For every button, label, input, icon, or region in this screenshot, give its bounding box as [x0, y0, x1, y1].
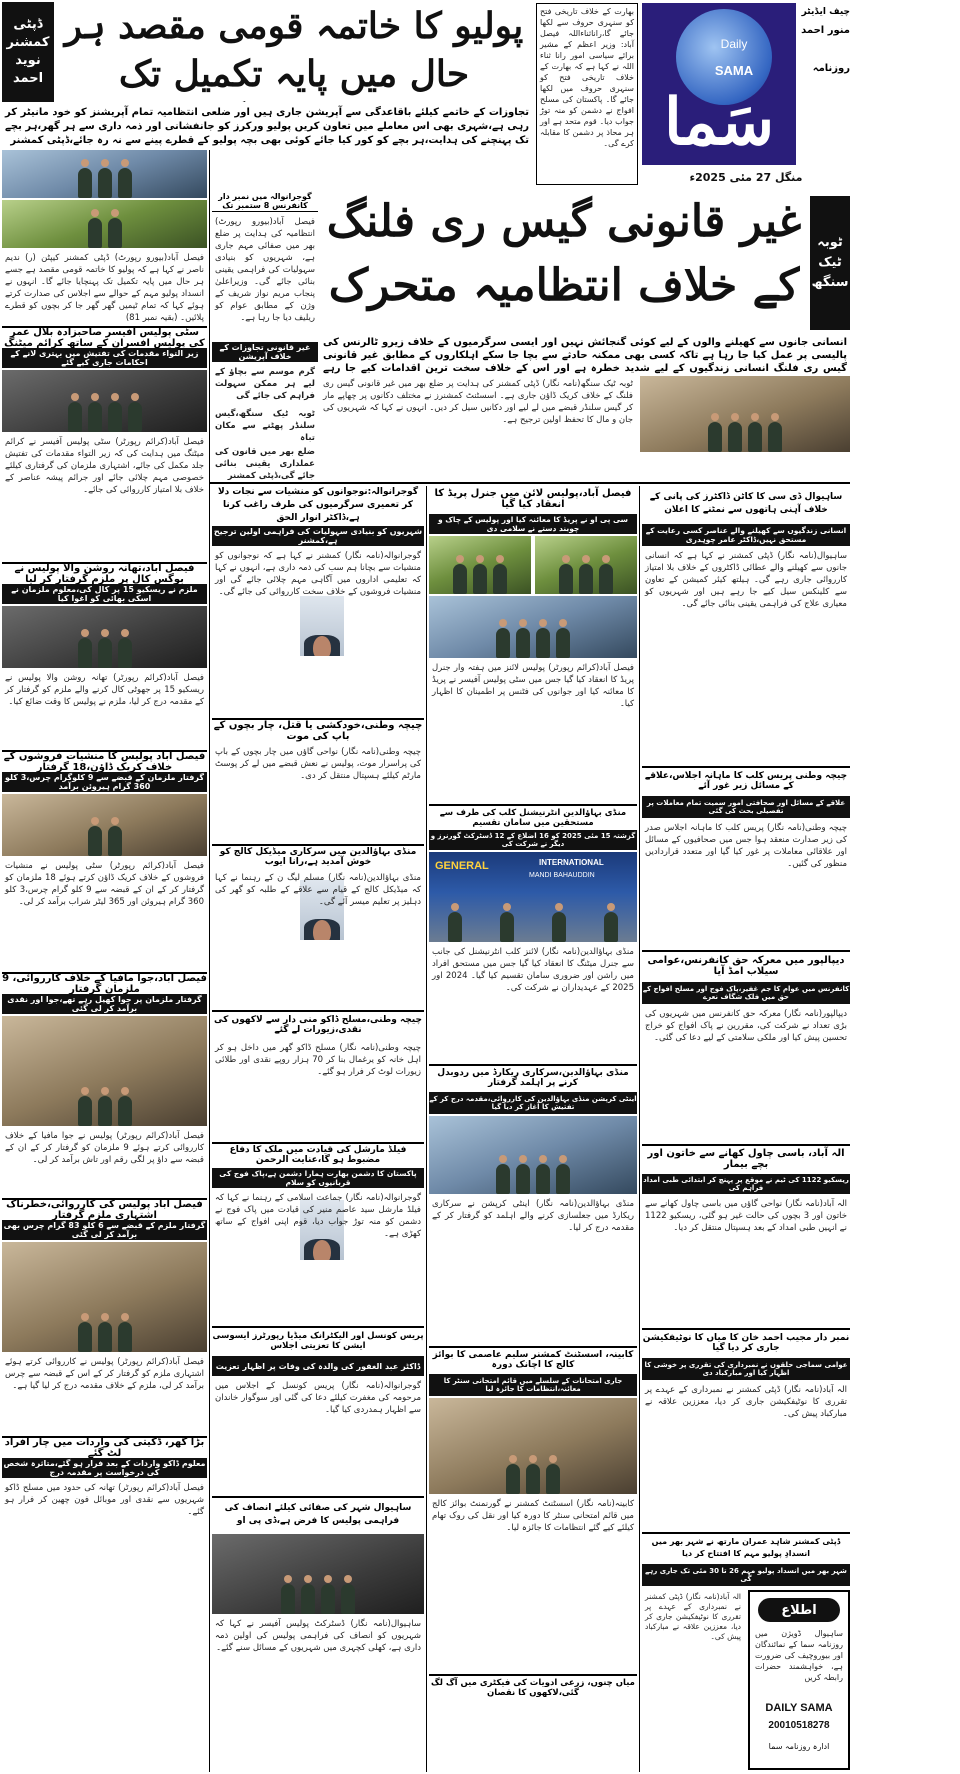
person-icon	[546, 1464, 560, 1494]
mid-headline-a: گرم موسم سے بچاؤ کے لیے ہر ممکن سہولت فراہم کی جائے گی	[215, 367, 315, 401]
logo-panel	[642, 3, 796, 165]
col-divider	[639, 486, 640, 1772]
left-headline-4: فیصل آباد پولیس کا منشیات فروشوں کے خلاف کریک ڈاؤن،18 گرفتار	[3, 751, 206, 772]
right-headline-3: دیپالپور میں معرکہ حق کانفرنس،عوامی سیلاب امڈ آیا	[642, 950, 850, 980]
notice-title: اطلاع	[758, 1598, 840, 1622]
midright-headline-1: فیصل آباد،پولیس لائن میں جنرل پریڈ کا انعقاد کیا گیا	[429, 486, 637, 512]
left-article-3: فیصل آباد(کرائم رپورٹر) تھانہ روشن والا پولیس نے ریسکیو 15 پر جھوٹی کال کرنے والے ملزم کو گرفتار کر کے مقدمہ درج کر لیا، ملزم نے پولیس کا وقت ضائع کیا۔	[5, 673, 205, 707]
notice-footer: ادارہ روزنامہ سما	[768, 1742, 830, 1751]
center-article-6: گوجرانوالہ(نامہ نگار) پریس کونسل کے اجلاس میں مرحومہ کی مغفرت کیلئے دعا کی گئی اور سوگوار خاندان سے اظہار ہمدردی کیا گیا۔	[215, 1381, 421, 1415]
center-article-7: ساہیوال(نامہ نگار) ڈسٹرکٹ پولیس آفیسر نے کہا کہ شہریوں کو انصاف کی فراہمی پولیس کی اولین ذمہ داری ہے، کھلی کچہری میں شہریوں کے مسائل سنے گئے۔	[215, 1619, 421, 1653]
right-headline-6: ڈپٹی کمشنر شاہد عمران مارتھ نے شہر بھر میں انسدادِ پولیو مہم کا افتتاح کر دیا	[642, 1532, 850, 1562]
person-icon	[579, 564, 593, 594]
right-article-1: ساہیوال(نامہ نگار) ڈپٹی کمشنر نے کہا ہے کہ انسانی جانوں سے کھیلنے والے عطائی ڈاکٹروں کے خلاف بلا امتیاز کارروائی جاری رہے گی۔ ہیلتھ کیئر کمیشن کے تعاون سے کلینکس سیل کیے جا رہے ہیں اور شہریوں کو معیاری علاج کی فراہمی یقینی بنائی جائے گی۔	[645, 551, 847, 609]
center-headline-1b: شہریوں کو بنیادی سہولیات کی فراہمی اولین ترجیح ہے،کمشنر	[213, 527, 423, 545]
person-icon	[78, 638, 92, 668]
person-icon	[108, 826, 122, 856]
midright-headline-3b: اینٹی کرپشن منڈی بہاؤالدین کی کارروائی،مقدمہ درج کر کے تفتیش کا آغاز کر دیا گیا	[429, 1092, 637, 1114]
person-icon	[301, 1584, 315, 1614]
lions-event-photo	[429, 852, 637, 942]
right-headline-4: الہ آباد، باسی چاول کھانے سے خاتون اور بچے بیمار	[642, 1144, 850, 1172]
left-headline-6: فیصل آباد پولیس کی کارروائی،خطرناک اشتہاری ملزم گرفتار	[2, 1198, 207, 1220]
person-icon	[98, 638, 112, 668]
person-icon	[599, 564, 613, 594]
person-icon	[88, 402, 102, 432]
left-article-7: فیصل آباد(کرائم رپورٹر) تھانہ کی حدود میں مسلح ڈاکو شہریوں سے نقدی اور موبائل فون چھین کر فرار ہو گئے۔	[5, 1483, 204, 1517]
col-divider	[426, 486, 427, 1772]
right-headline-5b: عوامی سماجی حلقوں نے نمبرداری کی تقرری پر خوشی کا اظہار کیا اور مبارکباد دی	[642, 1358, 850, 1380]
person-icon	[516, 1164, 530, 1194]
person-icon	[118, 168, 132, 198]
left-article-4: فیصل آباد(کرائم رپورٹر) سٹی پولیس نے منشیات فروشوں کے خلاف کریک ڈاؤن کرتے ہوئے 18 ملزمان کو گرفتار کر کے ان کے قبضہ سے 9 کلو گرام چرس،3 کلو 360 گرام ہیروئن اور 365 لیٹر شراب برآمد کر لی۔	[5, 861, 204, 907]
lead-bottom-rule	[210, 482, 850, 484]
person-icon	[88, 218, 102, 248]
person-icon	[496, 1164, 510, 1194]
left-headline-2b: زیر التواء مقدمات کی تفتیش میں بہتری لانے کے احکامات جاری کیے گئے	[2, 348, 207, 368]
mid-headline-b: ٹوبہ ٹیک سنگھ،گیس سلنڈر پھٹنے سے مکان تباہ	[215, 409, 315, 442]
midright-headline-4: کابینہ، اسسٹنٹ کمشنر سلیم عاصمی کا بوائز کالج کا اچانک دورہ	[429, 1346, 637, 1372]
left-headline-3b: ملزم نے ریسکیو 15 پر کال کی،معلوم ملزمان نے اسکی بھائی کو اغوا کیا	[2, 584, 207, 604]
banner-international: INTERNATIONAL	[539, 858, 604, 867]
masthead-logo-block	[642, 3, 850, 165]
midright-headline-2b: گزشتہ 15 مئی 2025 کو 16 اضلاع کے 12 ڈسٹرکٹ گورنرز و دیگر نے شرکت کی	[430, 832, 636, 848]
banner-general: GENERAL	[435, 860, 489, 872]
left-article-6: فیصل آباد(کرائم رپورٹر) پولیس نے کارروائی کرتے ہوئے اشتہاری ملزم کو گرفتار کر کے اس کے قبضہ سے چرس برآمد کر لی، ملزم کے خلاف مقدمہ درج کر لیا گیا ہے۔	[5, 1357, 204, 1391]
editor-label: چیف ایڈیٹر	[801, 7, 850, 17]
right-article-4: الہ آباد(نامہ نگار) نواحی گاؤں میں باسی چاول کھانے سے خاتون اور 3 بچوں کی حالت غیر ہو گئی، ریسکیو 1122 نے انہیں طبی امداد کے بعد ہسپتال منتقل کر دیا۔	[645, 1199, 847, 1233]
person-icon	[118, 638, 132, 668]
person-icon	[526, 1464, 540, 1494]
person-icon	[473, 564, 487, 594]
center-headline-2: چیچہ وطنی،خودکشی یا قتل، چار بچوں کے باپ کی موت	[213, 720, 423, 742]
midright-headline-3: منڈی بہاؤالدین،سرکاری ریکارڈ میں ردوبدل کرنے پر اہلمد گرفتار	[429, 1064, 637, 1090]
col-divider	[209, 150, 210, 1772]
person-icon	[728, 422, 742, 452]
lead-article: ٹوبہ ٹیک سنگھ(نامہ نگار) ڈپٹی کمشنر کی ہدایت پر ضلع بھر میں غیر قانونی گیس ری فلنگ کے خلاف کریک ڈاؤن جاری ہے۔ اسسٹنٹ کمشنرز نے مختلف دکانوں پر چھاپے مار کر گیس سلنڈر قبضے میں لے لیے اور دکانیں سیل کر دیں۔ انہوں نے کہا کہ شہریوں کی جان و مال کا تحفظ اولین ترجیح ہے۔	[323, 379, 633, 425]
banner-mandi: MANDI BAHAUDDIN	[529, 872, 595, 879]
person-icon	[604, 912, 618, 942]
left-headline-5b: گرفتار ملزمان پر جوا کھیل رہے تھے،جوا اور نقدی برآمد کر لی گئی	[2, 994, 207, 1014]
left-photo-2	[2, 606, 207, 668]
right-headline-6b: شہر بھر میں انسداد پولیو مہم 26 تا 30 مئی تک جاری رہے گی	[642, 1564, 850, 1586]
midright-headline-5: میاں چنوں، زرعی ادویات کی فیکٹری میں آگ لگ گئی،لاکھوں کا نقصان	[429, 1674, 637, 1700]
parade-photo-1	[429, 536, 531, 594]
mid-column-text: فیصل آباد(بیورو رپورٹ) انتظامیہ کی ہدایت پر ضلع بھر میں صفائی مہم جاری ہے، شہریوں کو بنیادی سہولیات کی فراہمی یقینی بنائی جائے گی۔ وزیراعلیٰ پنجاب مریم نواز شریف کے وژن کے مطابق عوام کو ریلیف دیا جا رہا ہے۔	[215, 217, 315, 323]
person-icon	[556, 1164, 570, 1194]
person-icon	[281, 1584, 295, 1614]
person-icon	[108, 218, 122, 248]
person-icon	[78, 168, 92, 198]
top-photo-2	[2, 200, 207, 248]
midright-photo-3	[429, 1398, 637, 1494]
midright-headline-1b: سی پی او نے پریڈ کا معائنہ کیا اور پولیس کے چاک و چوبند دستے نے سلامی دی	[429, 514, 637, 534]
center-article-3: منڈی بہاؤالدین(نامہ نگار) مسلم لیگ ن کے رہنما نے کہا کہ میڈیکل کالج کے قیام سے علاقے کے طلبہ کو گھر کی دہلیز پر تعلیم میسر آئے گی۔	[215, 873, 421, 907]
lead-photo-1	[640, 376, 850, 452]
person-icon	[78, 1096, 92, 1126]
brand-urdu: سَما	[663, 85, 775, 160]
midright-headline-4b: جاری امتحانات کے سلسلے میں قائم امتحانی سنٹر کا معائنہ،انتظامات کا جائزہ لیا	[429, 1374, 637, 1396]
person-icon	[108, 402, 122, 432]
parade-photo-3	[429, 596, 637, 658]
center-headline-3: منڈی بہاؤالدین میں سرکاری میڈیکل کالج کو خوش آمدید ہے،رانا ایوب	[212, 844, 424, 868]
left-headline-4b: گرفتار ملزمان کے قبضے سے 9 کلوگرام چرس،3 کلو 360 گرام ہیروئن برآمد	[2, 772, 207, 792]
left-headline-6b: گرفتار ملزم کے قبضے سے 6 کلو 83 گرام چرس بھی برآمد کر لی گئی	[3, 1221, 206, 1239]
person-icon	[68, 402, 82, 432]
center-headline-7: ساہیوال شہر کی صفائی کیلئے انصاف کی فراہمی پولیس کا فرض ہے،ڈی پی او	[212, 1496, 424, 1532]
top-headline: پولیو کا خاتمہ قومی مقصد ہر حال میں پایہ تکمیل تک	[64, 5, 524, 95]
left-headline-2: سٹی پولیس آفیسر صاحبزادہ بلال عمر کی پولیس افسران کے ساتھ کرائم میٹنگ	[2, 326, 207, 348]
editor-name: منور احمد	[801, 25, 850, 36]
right-article-2: چیچہ وطنی(نامہ نگار) پریس کلب کا ماہانہ اجلاس صدر کی زیر صدارت منعقد ہوا جس میں صحافیوں کے مسائل اور علاقائی معاملات پر غور کیا گیا اور متعدد قراردادیں منظور کی گئیں۔	[645, 823, 847, 869]
person-icon	[98, 168, 112, 198]
roznama-label: روزنامہ	[812, 63, 850, 74]
left-photo-4	[2, 1016, 207, 1126]
top-photo-1	[2, 150, 207, 198]
midright-photo-2	[429, 1116, 637, 1194]
center-headline-1: گوجرانوالہ:نوجوانوں کو منشیات سے نجات دلا کر تعمیری سرگرمیوں کی طرف راغب کرنا ہے،ڈاکٹر انوار الحق	[212, 486, 424, 524]
person-icon	[500, 912, 514, 942]
issue-date: منگل 27 مئی 2025ء	[689, 171, 803, 184]
center-headline-5: فیلڈ مارشل کی قیادت میں ملک کا دفاع مضبوط ہو گا،عنایت الرحمن	[212, 1142, 424, 1166]
center-article-1: گوجرانوالہ(نامہ نگار) کمشنر نے کہا ہے کہ نوجوانوں کو منشیات سے بچانا ہم سب کی ذمہ داری ہے، انہوں نے کہا کہ تعلیمی اداروں میں آگاہی مہم چلائی جائے گی اور منشیات فروشوں کے خلاف سخت کارروائی کی جائے گی۔	[215, 551, 421, 597]
left-photo-5	[2, 1242, 207, 1352]
midright-article-1: فیصل آباد(کرائم رپورٹر) پولیس لائنز میں ہفتہ وار جنرل پریڈ کا انعقاد کیا گیا جس میں سٹی پولیس آفیسر نے پریڈ کا معائنہ کیا اور جوانوں کی فٹنس پر اطمینان کا اظہار کیا۔	[432, 663, 634, 709]
person-icon	[98, 1322, 112, 1352]
left-headline-5: فیصل آباد،جوا مافیا کے خلاف کارروائی، 9 ملزمان گرفتار	[2, 973, 207, 994]
right-headline-5: نمبر دار مجیب احمد خان کا میاں کا نوٹیفکیشن جاری کر دیا گیا	[642, 1328, 850, 1356]
notice-phone: 20010518278	[768, 1720, 830, 1731]
person-icon	[536, 628, 550, 658]
parade-photo-2	[535, 536, 637, 594]
left-photo-meeting	[2, 370, 207, 432]
center-headline-5b: پاکستان کا دشمن بھارت ہمارا دشمن ہے،پاک فوج کی قربانیوں کو سلام	[212, 1168, 424, 1188]
left-headline-7: بڑا گھر، ڈکیتی کی واردات میں چار افراد لٹ گئے	[2, 1436, 207, 1458]
person-icon	[768, 422, 782, 452]
person-icon	[128, 402, 142, 432]
left-headline-3: فیصل آباد،تھانہ روشن والا پولیس نے بوگس کال پر ملزم گرفتار کر لیا	[2, 562, 207, 584]
center-headline-4: چیچہ وطنی،مسلح ڈاکو منی دار سے لاکھوں کی نقدی،زیورات لے گئے	[212, 1010, 424, 1038]
midright-headline-2: منڈی بہاؤالدین انٹرنیشنل کلب کی طرف سے مستحقین میں سامان تقسیم	[429, 804, 637, 828]
mid-headline-c: ضلع بھر میں قانون کی عملداری یقینی بنائی جائے گی،ڈپٹی کمشنر	[215, 447, 315, 480]
top-headline-side: ڈپٹی کمشنر نوید احمد	[2, 2, 54, 102]
top-intro: تجاوزات کے خاتمے کیلئے باقاعدگی سے آپریشن جاری ہیں اور ضلعی انتظامیہ تمام آپریشنز کو خود مانیٹر کر رہی ہے،شہری بھی اس معاملے میں تعاون کریں پولیو ورکرز کو جانفشانی اور ذمہ داری سے ہر گھر،ہر بچے تک پہنچنے کی ہدایت،ہر بچے کو کور کیا جائے کوئی بھی بچہ پولیو کے قطرے پینے سے نہ رہ جائے،ڈپٹی کمشنر	[5, 107, 529, 146]
right-headline-3b: کانفرنس میں عوام کا جم غفیر،پاک فوج اور مسلح افواج کے حق میں فلک شگاف نعرے	[642, 982, 850, 1004]
person-icon	[556, 628, 570, 658]
brand-sama: SAMA	[714, 63, 754, 78]
person-icon	[506, 1464, 520, 1494]
person-icon	[118, 1322, 132, 1352]
midright-article-2: منڈی بہاؤالدین(نامہ نگار) لائنز کلب انٹرنیشنل کی جانب سے جنرل میٹنگ کا انعقاد کیا گیا جس میں مستحق افراد میں راشن اور ضروری سامان تقسیم کیا گیا۔ 2024 اور 2025 کے عہدیداران نے شرکت کی۔	[432, 947, 634, 993]
person-icon	[321, 1584, 335, 1614]
person-icon	[559, 564, 573, 594]
mid-box-headline: غیر قانونی تجاوزات کے خلاف آپریشن	[212, 342, 318, 362]
person-icon	[496, 628, 510, 658]
left-headline-7b: معلوم ڈاکو واردات کے بعد فرار ہو گئے،متاثرہ شخص کی درخواست پر مقدمہ درج	[3, 1459, 206, 1477]
midright-article-4: کابینہ(نامہ نگار) اسسٹنٹ کمشنر نے گورنمنٹ بوائز کالج میں قائم امتحانی سنٹر کا دورہ کیا اور نقل کی روک تھام کیلئے کیے گئے انتظامات کا جائزہ لیا۔	[432, 1499, 634, 1533]
center-article-5: گوجرانوالہ(نامہ نگار) جماعت اسلامی کے رہنما نے کہا کہ فیلڈ مارشل سید عاصم منیر کی قیادت میں پاک فوج نے دشمن کو منہ توڑ جواب دیا، قوم اپنی افواج کے ساتھ کھڑی ہے۔	[215, 1193, 421, 1239]
person-icon	[708, 422, 722, 452]
lead-headline: غیر قانونی گیس ری فلنگ کے خلاف انتظامیہ متحرک	[326, 196, 802, 311]
center-article-2: چیچہ وطنی(نامہ نگار) نواحی گاؤں میں چار بچوں کے باپ کی پراسرار موت، پولیس نے نعش قبضے میں لے کر پوسٹ مارٹم کیلئے ہسپتال منتقل کر دی۔	[215, 747, 421, 781]
brand-daily: Daily	[720, 37, 748, 51]
right-headline-1: ساہیوال ڈی سی کا کاٹن ڈاکٹرز کی پانی کے خلاف آہنی ہاتھوں سے نمٹنے کا اعلان	[642, 486, 850, 522]
notice-text: ساہیوال ڈویژن میں روزنامہ سما کے نمائندگان اور بیوروچیف کی ضرورت ہے، خواہشمند حضرات رابطہ کریں	[755, 1629, 843, 1682]
person-icon	[88, 826, 102, 856]
right-article-5: الہ آباد(نامہ نگار) ڈپٹی کمشنر نے نمبرداری کے عہدے پر تقرری کا نوٹیفکیشن جاری کر دیا، معززین علاقہ نے مبارکباد پیش کی۔	[645, 1385, 847, 1419]
center-photo	[212, 1534, 424, 1614]
person-icon	[552, 912, 566, 942]
right-article-3: دیپالپور(نامہ نگار) معرکہ حق کانفرنس میں شہریوں کی بڑی تعداد نے شرکت کی، مقررین نے پاک افواج کو خراج تحسین پیش کیا اور ملکی سلامتی کے لیے دعا کی گئی۔	[645, 1009, 847, 1043]
person-icon	[453, 564, 467, 594]
right-headline-1b: انسانی زندگیوں سے کھیلنے والے عناصر کسی رعایت کے مستحق نہیں،ڈاکٹر عامر چوہدری	[642, 524, 850, 546]
right-headline-2b: علاقے کے مسائل اور صحافتی امور سمیت تمام معاملات پر تفصیلی بحث کی گئی	[642, 796, 850, 818]
person-icon	[98, 1096, 112, 1126]
mid-column-headline: گوجرانوالہ میں نمبر دار کانفرنس 8 ستمبر تک	[212, 190, 318, 212]
notice-brand: DAILY SAMA	[765, 1702, 833, 1714]
left-article-2: فیصل آباد(کرائم رپورٹر) سٹی پولیس آفیسر نے کرائم میٹنگ میں ہدایت کی کہ زیر التواء مقدمات کی تفتیش جلد مکمل کی جائے، اشتہاری ملزمان کی گرفتاری کیلئے خصوصی مہم چلائی جائے اور جرائم پیشہ عناصر کے خلاف بلا امتیاز کارروائی کی جائے۔	[5, 437, 204, 495]
midright-article-3: منڈی بہاؤالدین(نامہ نگار) اینٹی کرپشن نے سرکاری ریکارڈ میں جعلسازی کرنے والے اہلمد کو گرفتار کر کے مقدمہ درج کر لیا۔	[432, 1199, 634, 1233]
person-icon	[118, 1096, 132, 1126]
person-icon	[536, 1164, 550, 1194]
center-headline-6b: ڈاکٹر عبد الغفور کی والدہ کی وفات پر اظہار تعزیت	[212, 1356, 424, 1376]
left-article-5: فیصل آباد(کرائم رپورٹر) پولیس نے جوا مافیا کے خلاف کارروائی کرتے ہوئے 9 ملزمان کو گرفتار کر کے ان کے قبضہ سے داؤ پر لگی رقم اور تاش برآمد کر لی۔	[5, 1131, 204, 1165]
person-icon	[748, 422, 762, 452]
person-icon	[516, 628, 530, 658]
person-icon	[78, 1322, 92, 1352]
lead-kicker: ٹوبہ ٹیک سنگھ	[810, 196, 850, 330]
person-icon	[493, 564, 507, 594]
person-icon	[448, 912, 462, 942]
top-sidebar-article: بھارت کے خلاف تاریخی فتح کو سنہری حروف سے لکھا جائے گا،راناثناءاللہ فیصل آباد: وزیر اعظم کے مشیر برائے سیاسی امور رانا ثناء اللہ نے کہا ہے کہ بھارت کے خلاف تاریخی فتح کو سنہری حروف میں لکھا جائے گا۔ پاکستان کی مسلح افواج نے دشمن کو منہ توڑ جواب دیا۔ قوم متحد ہے اور ہر محاذ پر دشمن کا مقابلہ کرے گی۔	[536, 3, 638, 185]
right-headline-2: چیچہ وطنی پریس کلب کا ماہانہ اجلاس،علاقے کے مسائل زیر غور آئے	[642, 766, 850, 794]
left-photo-3	[2, 794, 207, 856]
left-article-1: فیصل آباد(بیورو رپورٹ) ڈپٹی کمشنر کیپٹن (ر) ندیم ناصر نے کہا ہے کہ پولیو کا خاتمہ قومی مقصد ہے جسے ہر حال میں پایہ تکمیل تک پہنچایا جائے گا۔ انہوں نے انسداد پولیو مہم کے حوالے سے اجلاس کی صدارت کرتے ہوئے کہا کہ تمام ٹیمیں گھر گھر جا کر بچوں کو قطرے پلائیں۔ (بقیہ نمبر 81)	[5, 253, 204, 323]
person-icon	[341, 1584, 355, 1614]
center-headline-6: پریس کونسل اور الیکٹرانک میڈیا رپورٹرز ایسوسی ایشن کا تعزیتی اجلاس	[212, 1326, 424, 1354]
right-headline-4b: ریسکیو 1122 کی ٹیم نے موقع پر پہنچ کر ابتدائی طبی امداد فراہم کی	[643, 1176, 849, 1192]
right-article-6-body: الہ آباد(نامہ نگار) ڈپٹی کمشنر نے نمبرداری کے عہدے پر تقرری کا نوٹیفکیشن جاری کر دیا، معززین علاقہ نے مبارکباد پیش کی۔	[645, 1592, 741, 1641]
center-article-4: چیچہ وطنی(نامہ نگار) مسلح ڈاکو گھر میں داخل ہو کر اہل خانہ کو یرغمال بنا کر 70 ہزار روپے نقدی اور طلائی زیورات لوٹ کر فرار ہو گئے۔	[215, 1043, 421, 1077]
notice-box	[748, 1590, 850, 1770]
lead-intro: انسانی جانوں سے کھیلنے والوں کے لیے کوئی گنجائش نہیں اور ایسی سرگرمیوں کے خلاف زیرو ٹالرنس کی پالیسی پر عمل کیا جا رہا ہے تاکہ کسی بھی ممکنہ حادثے سے بچا جا سکے اہلکاروں کے مطابق غیر قانونی گیس ری فلنگ انسانی زندگیوں کے لیے شدید خطرہ ہے اور اس کے خلاف سخت ترین اقدامات کیے جا رہے	[323, 337, 848, 374]
